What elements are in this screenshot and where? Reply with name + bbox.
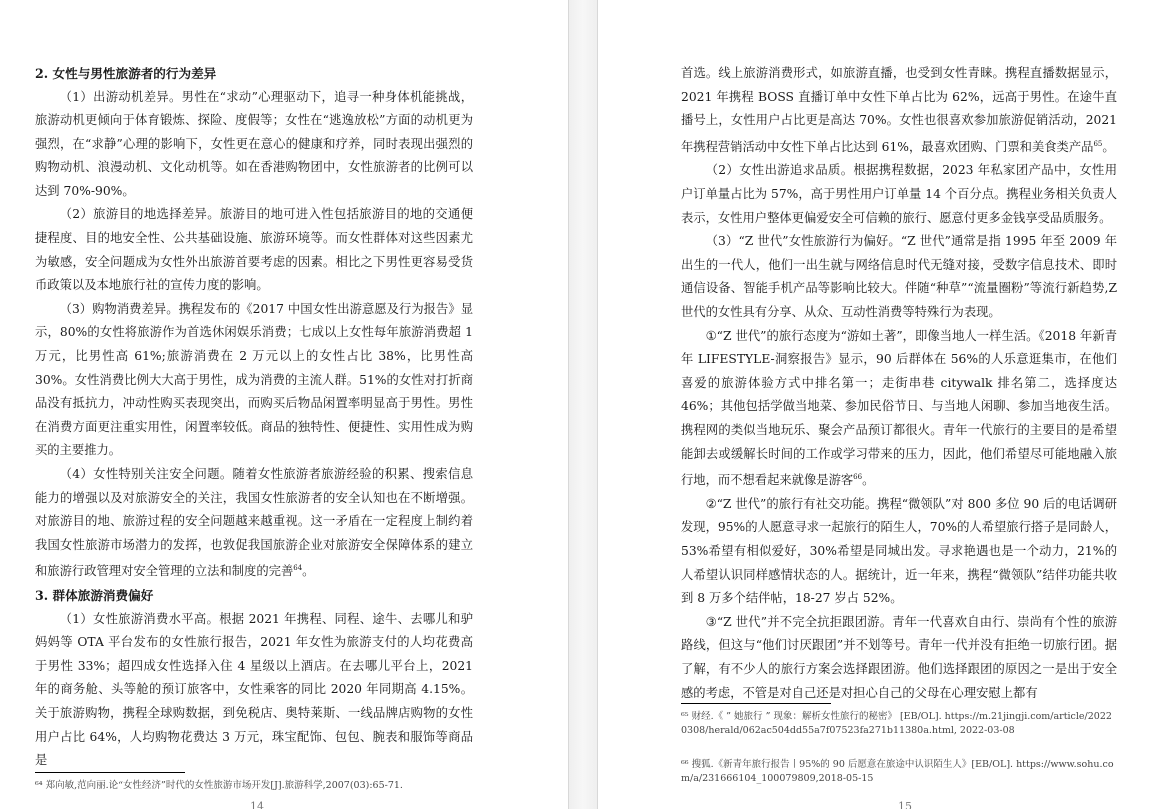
footnote-ref-65[interactable]: 65 (1093, 139, 1103, 148)
paragraph: （1）出游动机差异。男性在“求动”心理驱动下，追寻一种身体机能挑战，旅游动机更倾向于体育锻炼、探险、度假等；女性在“逃逸放松”方面的动机更为强烈，在“求静”心理的影响下，女性更在意心的健康和疗养，同时表现出强烈的购物动机、浪漫动机、文化动机等。如在香港购物团中，女性旅游者的比例可以达到 70%-90%。 (35, 89, 473, 198)
paragraph: ③“Z 世代”并不完全抗拒跟团游。青年一代喜欢自由行、崇尚有个性的旅游路线，但这与“他们讨厌跟团”并不划等号。青年一代并没有拒绝一切旅行团。据了解，有不少人的旅行方案会选择跟团游。他们选择跟团的原因之一是出于安全感的考虑，不管是对自己还是对担心自己的父母在心理安慰上都有 (681, 614, 1117, 700)
right-page-body (681, 62, 1117, 705)
footnote-ref-66[interactable]: 66 (853, 473, 863, 482)
paragraph-continued (681, 62, 1117, 159)
paragraph: （2）旅游目的地选择差异。旅游目的地可进入性包括旅游目的地的交通便捷程度、目的地安全性、公共基础设施、旅游环境等。而女性群体对这些因素尤为敏感，安全问题成为女性外出旅游首要考虑的因素。相比之下男性更容易受货币政策以及本地旅行社的宣传力度的影响。 (35, 207, 473, 293)
footnote-divider (681, 703, 831, 704)
section-heading-2: 2. 女性与男性旅游者的行为差异 (35, 66, 217, 81)
footnote-64: ⁶⁴ 郑向敏,范向丽.论“女性经济”时代的女性旅游市场开发[J].旅游科学,2007(03):65-71. (35, 780, 403, 791)
footnote-divider (35, 772, 185, 773)
paragraph: （2）女性出游追求品质。根据携程数据，2023 年私家团产品中，女性用户订单量占比为 57%，高于男性用户订单量 14 个百分点。携程业务相关负责人表示，女性用户整体更偏爱安全可信赖的旅行、愿意付更多金钱享受品质服务。 (681, 163, 1117, 225)
page-number: 14 (250, 800, 264, 809)
paragraph (35, 463, 473, 584)
paragraph: ②“Z 世代”的旅行有社交功能。携程“微领队”对 800 多位 90 后的电话调研发现，95%的人愿意寻求一起旅行的陌生人，70%的人希望旅行搭子是同龄人，53%希望有相似爱好，30%希望是同城出发。寻求艳遇也是一个动力，21%的人希望认识同样感情状态的人。据统计，近一年来，携程“微领队”结伴功能共收到 8 万多个结伴帖，18-27 岁占 52%。 (681, 496, 1117, 606)
right-page (598, 0, 1169, 809)
footnote-ref-64[interactable]: 64 (293, 564, 303, 573)
paragraph: （3）购物消费差异。携程发布的《2017 中国女性出游意愿及行为报告》显示，80%的女性将旅游作为首选休闲娱乐消费；七成以上女性每年旅游消费超 1 万元，比男性高 61%;旅游消费在 2 万元以上的女性占比 38%，比男性高 30%。女性消费比例大大高于男性，成为消费的主流人群。51%的女性对打折商品没有抵抗力，冲动性购买表现突出，而购买后物品闲置率明显高于男性。男性在消费方面更注重实用性，闲置率较低。商品的独特性、便捷性、实用性成为购买的主要推力。 (35, 301, 473, 458)
paragraph-text: 首选。线上旅游消费形式，如旅游直播，也受到女性青睐。携程直播数据显示，2021 年携程 BOSS 直播订单中女性下单占比为 62%，远高于男性。在途牛直播号上，女性用户占比更是高达 70%。女性也很喜欢参加旅游促销活动，2021 年携程营销活动中女性下单占比达到 61%，最喜欢团购、门票和美食类产品 (681, 66, 1117, 154)
paragraph: （1）女性旅游消费水平高。根据 2021 年携程、同程、途牛、去哪儿和驴妈妈等 OTA 平台发布的女性旅行报告，2021 年女性为旅游支付的人均花费高于男性 33%；超四成女性选择入住 4 星级以上酒店。在去哪儿平台上，2021 年的商务舱、头等舱的预订旅客中，女性乘客的同比 2020 年同期高 4.15%。关于旅游购物，携程全球购数据，到免税店、奥特莱斯、一线品牌店购物的女性用户占比 64%，人均购物花费达 3 万元，珠宝配饰、包包、腕表和服饰等商品是 (35, 611, 473, 768)
paragraph (681, 325, 1117, 493)
paragraph-end: 。 (302, 564, 315, 579)
paragraph: （3）“Z 世代”女性旅游行为偏好。“Z 世代”通常是指 1995 年至 2009 年出生的一代人，他们一出生就与网络信息时代无缝对接，受数字信息技术、即时通信设备、智能手机产品等影响比较大。伴随“种草”“流量圈粉”等流行新趋势,Z 世代的女性具有分享、从众、互动性消费等特殊行为表现。 (681, 234, 1117, 320)
section-heading-3: 3. 群体旅游消费偏好 (35, 588, 154, 604)
page-gutter (568, 0, 598, 809)
paragraph-text: （4）女性特别关注安全问题。随着女性旅游者旅游经验的积累、搜索信息能力的增强以及对旅游安全的关注，我国女性旅游者的安全认知也在不断增强。对旅游目的地、旅游过程的安全问题越来越重视。这一矛盾在一定程度上制约着我国女性旅游市场潜力的发挥，也敦促我国旅游企业对旅游安全保障体系的建立和旅游行政管理对安全管理的立法和制度的完善 (35, 467, 473, 579)
paragraph-end: 。 (1102, 139, 1115, 154)
footnote-66: ⁶⁶ 搜狐.《新青年旅行报告丨95%的 90 后愿意在旅途中认识陌生人》[EB/OL]. https://www.sohu.com/a/231666104_100079809,2018-05-15 (681, 759, 1114, 784)
footnote-65: ⁶⁵ 财经.《 ” 她旅行 ” 现象：解析女性旅行的秘密》 [EB/OL]. https://m.21jingji.com/article/20220308/herald/062ac504dd55a7f07523fa271b11380a.html, 2022-03-08 (681, 711, 1112, 736)
left-page-body (35, 62, 473, 773)
left-page (0, 0, 568, 809)
paragraph-end: 。 (862, 473, 875, 488)
page-number: 15 (898, 800, 912, 809)
paragraph-text: ①“Z 世代”的旅行态度为“游如土著”，即像当地人一样生活。《2018 年新青年 LIFESTYLE-洞察报告》显示，90 后群体在 56%的人乐意逛集市，在他们喜爱的旅游体验方式中排名第一；走街串巷 citywalk 排名第二，选择度达 46%；其他包括学做当地菜、参加民俗节日、与当地人闲聊、参加当地夜生活。携程网的类似当地玩乐、聚会产品预订都很火。青年一代旅行的主要目的是希望能卸去或缓解长时间的工作或学习带来的压力，因此，他们希望尽可能地融入旅行地，而不想看起来就像是游客 (681, 328, 1117, 488)
